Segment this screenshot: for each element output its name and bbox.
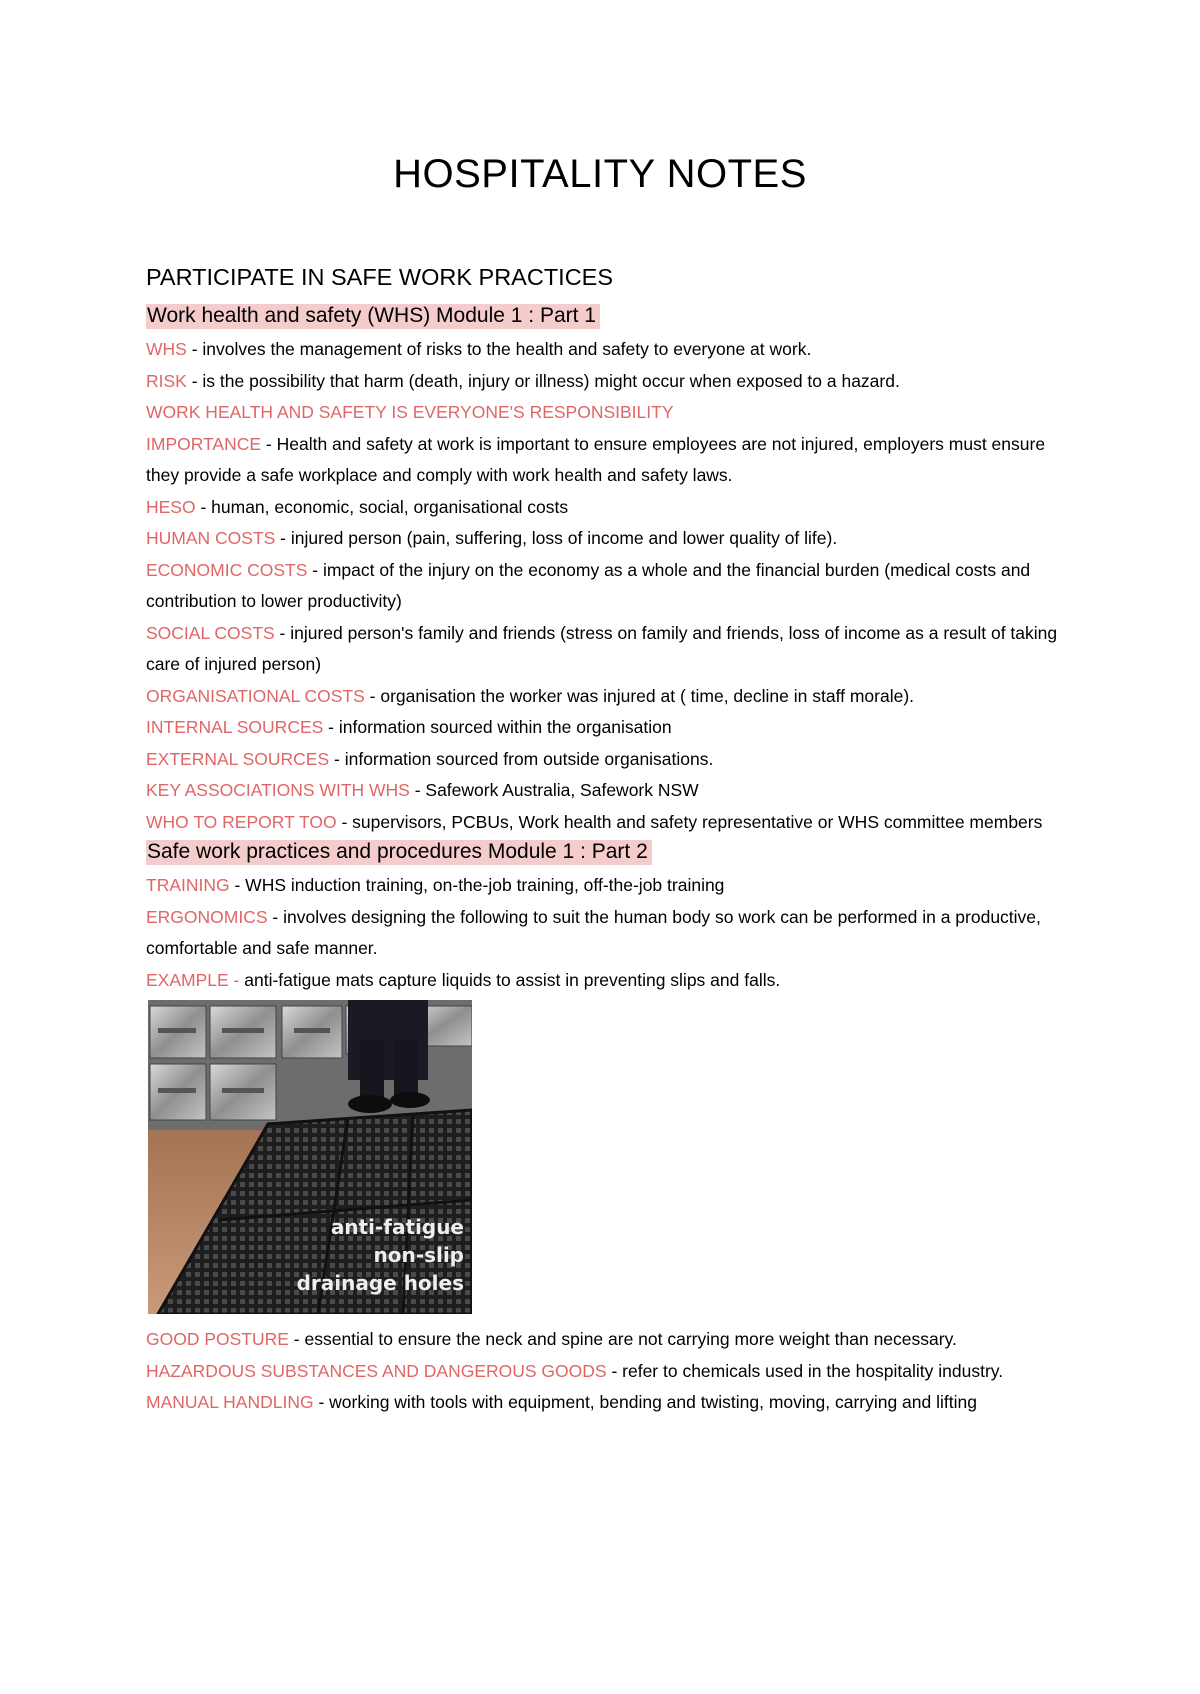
- note-entry: [146, 618, 1066, 681]
- note-entry: [146, 681, 1066, 713]
- note-entry: [146, 397, 1066, 429]
- note-term: ECONOMIC COSTS: [146, 559, 308, 580]
- note-term: WORK HEALTH AND SAFETY IS EVERYONE'S RESPONSIBILITY: [146, 402, 674, 422]
- note-definition: - human, economic, social, organisational costs: [195, 496, 569, 517]
- note-term: EXAMPLE -: [146, 969, 240, 990]
- note-entry: [146, 1356, 1066, 1388]
- note-entry: [146, 429, 1066, 492]
- note-entry: [146, 902, 1066, 965]
- note-entry: [146, 870, 1066, 902]
- mat-photo-illustration: [148, 1000, 472, 1314]
- note-entry: [146, 523, 1066, 555]
- note-term: ERGONOMICS: [146, 906, 268, 927]
- module1-heading: Work health and safety (WHS) Module 1 : Part 1: [146, 304, 600, 329]
- photo-caption-line: non-slip: [373, 1243, 464, 1267]
- note-entry: [146, 366, 1066, 398]
- note-term: INTERNAL SOURCES: [146, 717, 324, 737]
- note-entry: [146, 807, 1066, 839]
- section-heading: PARTICIPATE IN SAFE WORK PRACTICES: [146, 264, 614, 290]
- note-term: GOOD POSTURE: [146, 1329, 289, 1349]
- note-definition: - WHS induction training, on-the-job training, off-the-job training: [229, 875, 725, 895]
- note-term: SOCIAL COSTS: [146, 622, 275, 643]
- note-term: TRAINING: [146, 875, 230, 895]
- note-term: KEY ASSOCIATIONS WITH WHS: [146, 780, 410, 800]
- note-definition: anti-fatigue mats capture liquids to assist in preventing slips and falls.: [239, 969, 781, 990]
- note-entry: [146, 1324, 1066, 1356]
- note-definition: - refer to chemicals used in the hospitality industry.: [606, 1360, 1004, 1381]
- document-content: [146, 264, 1066, 1419]
- note-definition: - is the possibility that harm (death, injury or illness) might occur when exposed to a hazard.: [186, 370, 900, 391]
- note-definition: - essential to ensure the neck and spine are not carrying more weight than necessary.: [288, 1329, 957, 1349]
- module2-entries-after-image: [146, 1324, 1066, 1419]
- note-term: WHO TO REPORT TOO: [146, 811, 337, 832]
- photo-caption-line: anti-fatigue: [330, 1215, 464, 1239]
- note-term: HAZARDOUS SUBSTANCES AND DANGEROUS GOODS: [146, 1360, 607, 1381]
- module2-entries-before-image: [146, 870, 1066, 996]
- note-term: WHS: [146, 339, 187, 359]
- note-term: ORGANISATIONAL COSTS: [146, 685, 365, 706]
- note-definition: - supervisors, PCBUs, Work health and safety representative or WHS committee members: [336, 811, 1043, 832]
- note-definition: - information sourced from outside organisations.: [329, 748, 714, 769]
- note-term: IMPORTANCE: [146, 433, 262, 454]
- note-entry: [146, 965, 1066, 997]
- note-entry: [146, 555, 1066, 618]
- note-definition: - working with tools with equipment, bending and twisting, moving, carrying and lifting: [313, 1392, 977, 1412]
- note-definition: - organisation the worker was injured at ( time, decline in staff morale).: [364, 685, 915, 706]
- module2-heading: Safe work practices and procedures Module 1 : Part 2: [146, 840, 652, 865]
- note-entry: [146, 334, 1066, 366]
- note-entry: [146, 1387, 1066, 1419]
- note-definition: - Safework Australia, Safework NSW: [409, 780, 699, 800]
- note-definition: - information sourced within the organisation: [323, 717, 672, 737]
- note-definition: - impact of the injury on the economy as a whole and the financial burden (medical costs and contribution to lower productivity): [146, 559, 1031, 611]
- note-term: EXTERNAL SOURCES: [146, 748, 330, 769]
- note-definition: - Health and safety at work is important to ensure employees are not injured, employers must ensure they provide a safe workplace and comply with work health and safety laws.: [146, 433, 1046, 485]
- module1-entries: [146, 334, 1066, 838]
- note-entry: [146, 492, 1066, 524]
- note-entry: [146, 744, 1066, 776]
- note-definition: - involves designing the following to suit the human body so work can be performed in a productive, comfortable and safe manner.: [146, 906, 1041, 958]
- note-definition: - injured person (pain, suffering, loss of income and lower quality of life).: [275, 528, 838, 548]
- note-entry: [146, 712, 1066, 744]
- note-term: HUMAN COSTS: [146, 528, 276, 548]
- photo-caption-line: drainage holes: [296, 1271, 464, 1295]
- note-term: MANUAL HANDLING: [146, 1392, 314, 1412]
- anti-fatigue-mat-photo: [148, 1000, 472, 1314]
- note-term: RISK: [146, 370, 187, 391]
- note-definition: - involves the management of risks to the health and safety to everyone at work.: [186, 339, 812, 359]
- note-definition: - injured person's family and friends (stress on family and friends, loss of income as a result of taking care of injured person): [146, 622, 1058, 674]
- note-term: HESO: [146, 496, 196, 517]
- note-entry: [146, 775, 1066, 807]
- document-title: HOSPITALITY NOTES: [393, 152, 807, 196]
